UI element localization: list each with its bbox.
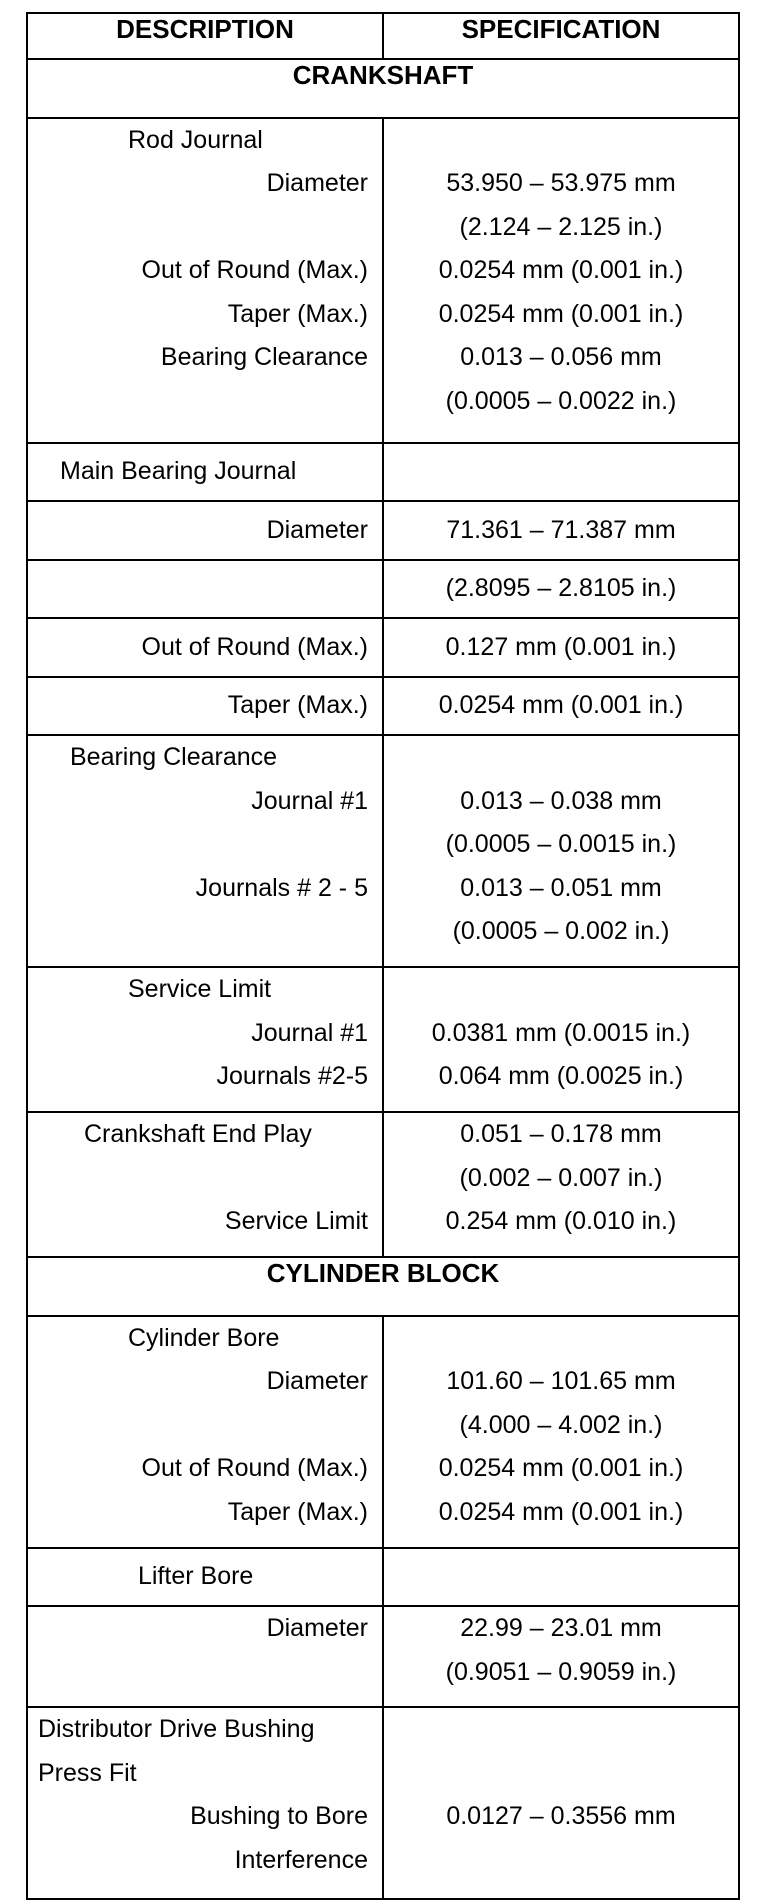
main-bearing-taper-value: 0.0254 mm (0.001 in.)	[438, 691, 684, 720]
cylinder-bore-description	[27, 1316, 383, 1548]
description-header: DESCRIPTION	[27, 13, 383, 59]
table-row	[27, 1548, 739, 1606]
main-bearing-diameter-in: (2.8095 – 2.8105 in.)	[445, 574, 677, 603]
rod-journal-diameter-label: Diameter	[266, 169, 368, 198]
table-row	[27, 677, 739, 735]
cylinder-bore-specification	[383, 1316, 739, 1548]
table-row	[27, 118, 739, 443]
rod-journal-out-of-round-label: Out of Round (Max.)	[141, 256, 368, 285]
rod-journal-bearing-clearance-in: (0.0005 – 0.0022 in.)	[445, 386, 677, 415]
table-row	[27, 1316, 739, 1548]
cylinder-block-section-title: CYLINDER BLOCK	[27, 1257, 739, 1315]
bearing-clearance-specification	[383, 735, 739, 967]
cylinder-bore-taper-label: Taper (Max.)	[227, 1497, 368, 1526]
end-play-title: Crankshaft End Play	[84, 1120, 312, 1149]
rod-journal-bearing-clearance-mm: 0.013 – 0.056 mm	[460, 343, 662, 372]
bearing-clearance-journals2-5-in: (0.0005 – 0.002 in.)	[452, 917, 670, 946]
distributor-interference-value: 0.0127 – 0.3556 mm	[446, 1802, 676, 1831]
rod-journal-taper-label: Taper (Max.)	[227, 299, 368, 328]
rod-journal-diameter-in: (2.124 – 2.125 in.)	[459, 212, 663, 241]
end-play-value-in: (0.002 – 0.007 in.)	[459, 1163, 663, 1192]
cylinder-bore-out-of-round-value: 0.0254 mm (0.001 in.)	[438, 1454, 684, 1483]
table-row	[27, 1606, 739, 1707]
cylinder-bore-diameter-in: (4.000 – 4.002 in.)	[459, 1410, 663, 1439]
table-row	[27, 735, 739, 967]
spec-table	[26, 12, 740, 1900]
bearing-clearance-journal1-label: Journal #1	[251, 786, 368, 815]
distributor-title-line2: Press Fit	[38, 1758, 137, 1787]
cylinder-bore-out-of-round-label: Out of Round (Max.)	[141, 1454, 368, 1483]
cylinder-bore-diameter-mm: 101.60 – 101.65 mm	[446, 1367, 676, 1396]
service-limit-description	[27, 967, 383, 1112]
bearing-clearance-journals2-5-label: Journals # 2 - 5	[195, 873, 368, 902]
table-row	[27, 560, 739, 618]
section-row	[27, 1257, 739, 1315]
service-limit-specification	[383, 967, 739, 1112]
bearing-clearance-description	[27, 735, 383, 967]
distributor-specification	[383, 1707, 739, 1899]
table-row	[27, 501, 739, 559]
lifter-bore-title: Lifter Bore	[138, 1562, 254, 1591]
header-row	[27, 13, 739, 59]
bearing-clearance-title: Bearing Clearance	[70, 743, 278, 772]
bearing-clearance-journals2-5-mm: 0.013 – 0.051 mm	[460, 873, 662, 902]
rod-journal-out-of-round-value: 0.0254 mm (0.001 in.)	[438, 256, 684, 285]
crankshaft-section-title: CRANKSHAFT	[27, 59, 739, 117]
distributor-interference-line1: Bushing to Bore	[190, 1802, 368, 1831]
cylinder-bore-taper-value: 0.0254 mm (0.001 in.)	[438, 1497, 684, 1526]
end-play-description	[27, 1112, 383, 1257]
end-play-value-mm: 0.051 – 0.178 mm	[460, 1120, 662, 1149]
main-bearing-journal-title: Main Bearing Journal	[60, 457, 297, 486]
table-row	[27, 1707, 739, 1899]
end-play-specification	[383, 1112, 739, 1257]
main-bearing-taper-label: Taper (Max.)	[227, 691, 368, 720]
main-bearing-diameter-label: Diameter	[266, 515, 368, 544]
bearing-clearance-journal1-in: (0.0005 – 0.0015 in.)	[445, 830, 677, 859]
table-row	[27, 443, 739, 501]
cylinder-bore-title: Cylinder Bore	[128, 1323, 280, 1352]
bearing-clearance-journal1-mm: 0.013 – 0.038 mm	[460, 786, 662, 815]
distributor-interference-line2: Interference	[234, 1845, 368, 1874]
distributor-title-line1: Distributor Drive Bushing	[38, 1715, 315, 1744]
main-bearing-out-of-round-label: Out of Round (Max.)	[141, 632, 368, 661]
table-row	[27, 1112, 739, 1257]
lifter-bore-diameter-in: (0.9051 – 0.9059 in.)	[445, 1657, 677, 1686]
specification-header: SPECIFICATION	[383, 13, 739, 59]
distributor-description	[27, 1707, 383, 1899]
section-row	[27, 59, 739, 117]
cylinder-bore-diameter-label: Diameter	[266, 1367, 368, 1396]
rod-journal-specification	[383, 118, 739, 443]
end-play-service-limit-label: Service Limit	[224, 1207, 368, 1236]
service-limit-journal1-value: 0.0381 mm (0.0015 in.)	[431, 1018, 691, 1047]
service-limit-journals2-5-value: 0.064 mm (0.0025 in.)	[438, 1062, 684, 1090]
table-row	[27, 967, 739, 1112]
service-limit-title: Service Limit	[128, 975, 272, 1003]
lifter-bore-diameter-label: Diameter	[266, 1614, 368, 1643]
rod-journal-diameter-mm: 53.950 – 53.975 mm	[446, 169, 676, 198]
table-row	[27, 618, 739, 676]
main-bearing-diameter-mm: 71.361 – 71.387 mm	[446, 515, 676, 544]
rod-journal-taper-value: 0.0254 mm (0.001 in.)	[438, 299, 684, 328]
end-play-service-limit-value: 0.254 mm (0.010 in.)	[445, 1207, 677, 1236]
main-bearing-out-of-round-value: 0.127 mm (0.001 in.)	[445, 632, 677, 661]
service-limit-journal1-label: Journal #1	[251, 1018, 368, 1047]
lifter-bore-diameter-mm: 22.99 – 23.01 mm	[460, 1614, 662, 1643]
rod-journal-title: Rod Journal	[128, 125, 263, 154]
service-limit-journals2-5-label: Journals #2-5	[216, 1062, 368, 1090]
rod-journal-description	[27, 118, 383, 443]
rod-journal-bearing-clearance-label: Bearing Clearance	[160, 343, 368, 372]
